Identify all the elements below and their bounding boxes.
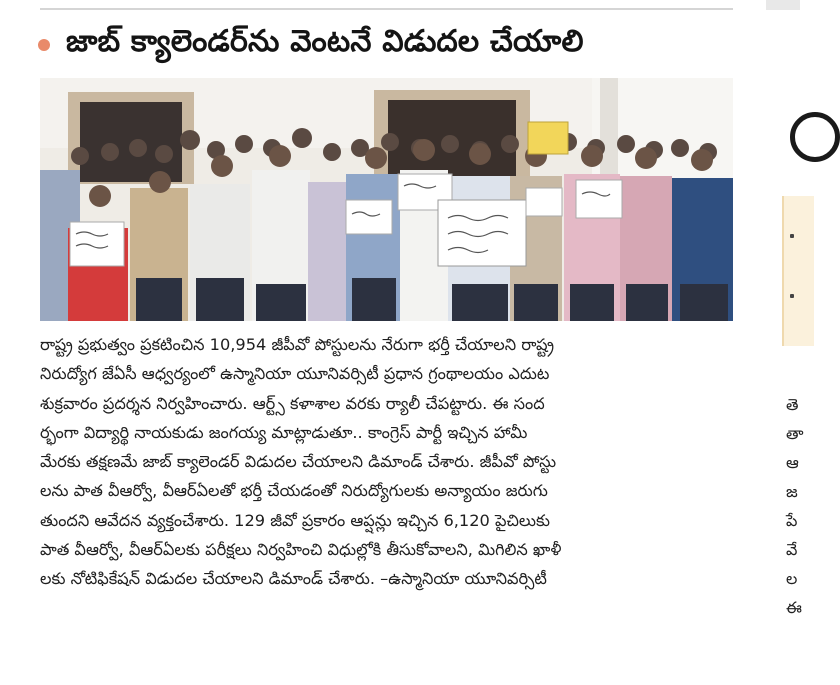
adjacent-text-line: ల [786,569,798,588]
protest-photo-illustration [40,78,733,321]
bullet-dot-icon [790,234,794,238]
article-line: మేరకు తక్షణమే జాబ్ క్యాలెండర్ విడుదల చేయాలని డిమాండ్ చేశారు. జీపీవో పోస్టు [40,452,557,472]
adjacent-article-fragment [760,0,804,685]
adjacent-text-line: తె [786,395,799,414]
adjacent-text-line: పే [786,511,798,530]
article-line: లను పాత వీఆర్వో, వీఆర్ఏలతో భర్తీ చేయడంతో నిరుద్యోగులకు అన్యాయం జరుగు [40,481,548,501]
adjacent-text-column [786,390,804,622]
adjacent-text-line: తా [786,424,804,443]
article-line: శుక్రవారం ప్రదర్శన నిర్వహించారు. ఆర్ట్స్ కళాశాల వరకు ర్యాలీ చేపట్టారు. ఈ సంద [40,393,545,413]
adjacent-text-line: ఆ [786,453,799,472]
article-line: లకు నోటిఫికేషన్ విడుదల చేయాలని డిమాండ్ చేశారు. –ఉస్మానియా యూనివర్సిటీ [40,569,547,589]
adjacent-logo-ring [790,112,840,162]
top-divider [40,8,733,10]
article-line: పాత వీఆర్వో, వీఆర్ఏలకు పరీక్షలు నిర్వహించి విధుల్లోకి తీసుకోవాలని, మిగిలిన ఖాళీ [40,540,562,560]
news-photo [40,78,733,321]
adjacent-text-line: ఈ [786,598,802,617]
adjacent-text-line: వే [786,540,798,559]
adjacent-text-line: జ [786,482,798,501]
article-line: ర్భంగా విద్యార్థి నాయకుడు జంగయ్య మాట్లాడుతూ.. కాంగ్రెస్ పార్టీ ఇచ్చిన హామీ [40,422,528,442]
article-line: తుందని ఆవేదన వ్యక్తంచేశారు. 129 జీవో ప్రకారం ఆప్షన్లు ఇచ్చిన 6,120 పైచిలుకు [40,510,550,530]
adjacent-photo-edge [766,0,800,10]
headline [38,22,738,68]
bullet-dot-icon [790,294,794,298]
headline-text: జాబ్ క్యాలెండర్‌ను వెంటనే విడుదల చేయాలి [66,24,584,59]
article-line: నిరుద్యోగ జేఏసీ ఆధ్వర్యంలో ఉస్మానియా యూనివర్సిటీ ప్రధాన గ్రంథాలయం ఎదుట [40,364,550,384]
headline-bullet-icon [38,39,50,51]
article-body [40,330,733,594]
adjacent-info-box [782,196,814,346]
article-line: రాష్ట్ర ప్రభుత్వం ప్రకటించిన 10,954 జీపీవో పోస్టులను నేరుగా భర్తీ చేయాలని రాష్ట్ర [40,335,555,354]
